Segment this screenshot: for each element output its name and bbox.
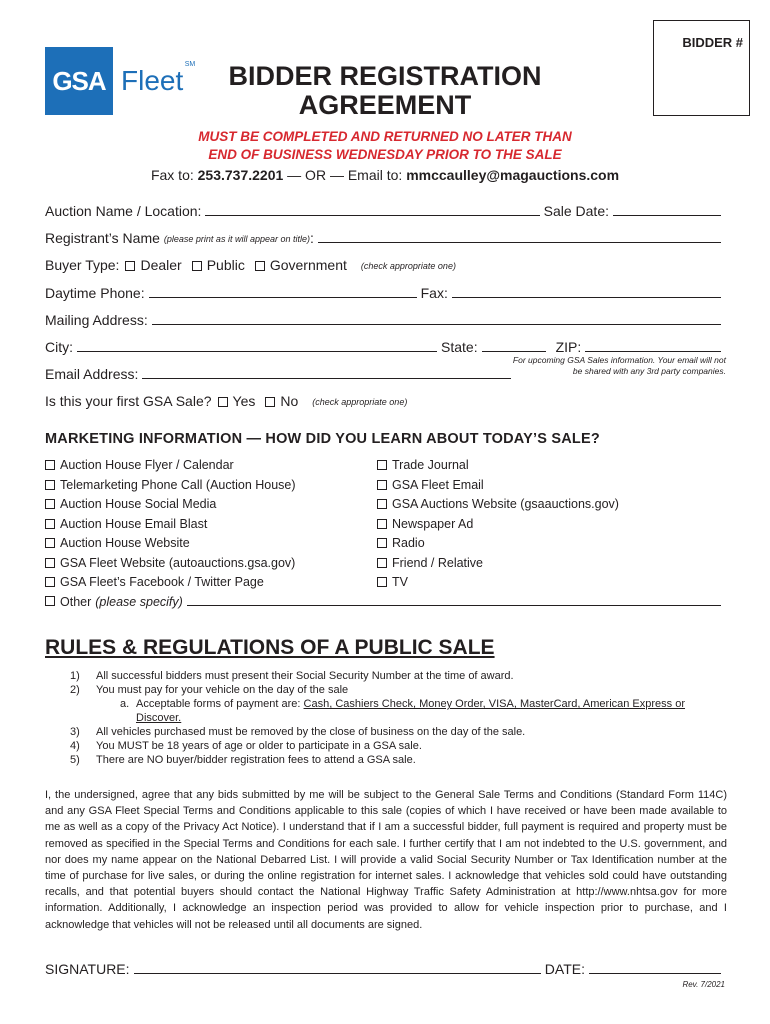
marketing-checkbox[interactable]: [377, 480, 387, 490]
email-privacy-note: For upcoming GSA Sales information. Your email will not be shared with any 3rd party companies.: [512, 355, 726, 376]
first-sale-label: Is this your first GSA Sale?: [45, 393, 212, 409]
marketing-option-label: Telemarketing Phone Call (Auction House): [60, 477, 296, 492]
fleet-wordmark: [121, 61, 196, 97]
mailing-address-label: Mailing Address:: [45, 312, 148, 328]
auction-name-field[interactable]: [205, 215, 539, 216]
marketing-checkbox[interactable]: [377, 538, 387, 548]
registrant-row: [45, 226, 725, 246]
marketing-option[interactable]: [377, 456, 619, 476]
marketing-option-label: Trade Journal: [392, 458, 469, 472]
marketing-option[interactable]: [377, 534, 619, 554]
signature-field[interactable]: [134, 973, 541, 974]
gsa-fleet-logo: [45, 47, 205, 115]
no-checkbox[interactable]: [265, 397, 275, 407]
payment-list: Cash, Cashiers Check, Money Order, VISA, MasterCard, American Express or Discover.: [136, 698, 686, 724]
revision-label: Rev. 7/2021: [682, 980, 725, 989]
sale-date-field[interactable]: [613, 215, 721, 216]
marketing-option[interactable]: [45, 534, 296, 554]
bidder-number-label: BIDDER #: [682, 35, 743, 50]
registrant-note: (please print as it will appear on title): [163, 234, 310, 244]
buyer-type-label: Buyer Type:: [45, 257, 120, 273]
contact-email: mmccaulley@magauctions.com: [406, 167, 620, 183]
first-sale-no-option[interactable]: [265, 393, 298, 409]
buyer-government-option[interactable]: [255, 257, 347, 273]
other-note: (please specify): [95, 595, 183, 609]
rule-number: 1): [70, 670, 80, 682]
page-title: [225, 62, 545, 120]
state-label: State:: [441, 339, 478, 355]
first-sale-note: (check appropriate one): [312, 397, 408, 407]
signature-label: SIGNATURE:: [45, 961, 130, 977]
marketing-option[interactable]: [45, 573, 296, 593]
registrant-label: Registrant’s Name: [45, 230, 160, 246]
other-specify-field[interactable]: [187, 605, 721, 606]
buyer-type-row: [45, 253, 725, 273]
marketing-option[interactable]: [45, 495, 296, 515]
rule-text: All successful bidders must present their Social Security Number at the time of award.: [96, 670, 514, 682]
sale-date-label: Sale Date:: [543, 203, 609, 219]
fax-label: Fax:: [420, 285, 448, 301]
marketing-option-label: TV: [392, 575, 408, 589]
city-field[interactable]: [77, 351, 437, 352]
registrant-name-field[interactable]: [318, 242, 721, 243]
marketing-option-label: Auction House Flyer / Calendar: [60, 458, 234, 472]
email-row: [45, 362, 515, 382]
auction-name-label: Auction Name / Location:: [45, 203, 202, 219]
government-label: Government: [269, 257, 347, 273]
other-label: Other: [60, 595, 92, 609]
marketing-checkbox[interactable]: [45, 480, 55, 490]
public-checkbox[interactable]: [192, 261, 202, 271]
rule-subitem: [70, 697, 730, 725]
fax-to-label: Fax to:: [150, 167, 194, 183]
mailing-address-field[interactable]: [152, 324, 721, 325]
agreement-paragraph: I, the undersigned, agree that any bids submitted by me will be subject to the General Sale Terms and Conditions (Standard Form 114C) and any GSA Fleet Special Terms and Conditions applicable to this sale (copies of which I have received or have been made available to me as well as a copy of the Privacy Act Notice). I understand that if I am a successful bidder, full payment is required and property must be removed as specified in the Special Terms and Conditions for each sale. I further certify that I am not indebted to the U.S. government, and nor does my name appear on the National Debarred List. I will provide a valid Social Security Number or Tax Identification number at the time of purchase for live sales, or during the online registration for internet sales. I acknowledge that vehicles sold could have outstanding recalls, and that potential buyers should contact the National Highway Traffic Safety Administration at http://www.nhtsa.gov for more information. Additionally, I acknowledge an inspection period was provided to allow for vehicle inspection prior to purchase, and I acknowledge that vehicles will not be released until all documents are signed.: [45, 789, 727, 931]
marketing-left-column: [45, 456, 296, 593]
marketing-checkbox[interactable]: [377, 460, 387, 470]
marketing-checkbox[interactable]: [377, 519, 387, 529]
marketing-option[interactable]: [45, 476, 296, 496]
state-field[interactable]: [482, 351, 546, 352]
rule-text: There are NO buyer/bidder registration fees to attend a GSA sale.: [96, 754, 416, 766]
marketing-option[interactable]: [377, 515, 619, 535]
rule-number: 2): [70, 684, 80, 696]
zip-field[interactable]: [585, 351, 721, 352]
no-label: No: [280, 393, 299, 409]
daytime-phone-label: Daytime Phone:: [45, 285, 145, 301]
registrant-colon: :: [309, 230, 314, 246]
city-label: City:: [45, 339, 73, 355]
email-field[interactable]: [142, 378, 511, 379]
rule-item: [70, 683, 730, 697]
marketing-checkbox[interactable]: [377, 558, 387, 568]
rule-item: [70, 725, 730, 739]
payment-methods: [136, 697, 696, 725]
marketing-checkbox[interactable]: [45, 460, 55, 470]
deadline-warning: [140, 128, 630, 164]
marketing-option-label: GSA Auctions Website (gsaauctions.gov): [392, 497, 619, 511]
fleet-text: Fleet: [121, 65, 184, 96]
first-sale-yes-option[interactable]: [218, 393, 256, 409]
yes-label: Yes: [232, 393, 256, 409]
contact-line: [100, 167, 670, 183]
phone-row: [45, 281, 725, 301]
buyer-dealer-option[interactable]: [125, 257, 181, 273]
marketing-option-label: GSA Fleet Email: [392, 477, 484, 492]
marketing-option[interactable]: [45, 554, 296, 574]
marketing-option-label: GSA Fleet Website (autoauctions.gsa.gov): [60, 555, 296, 570]
rules-list: [70, 669, 730, 767]
mailing-row: [45, 308, 725, 328]
warning-line1: MUST BE COMPLETED AND RETURNED NO LATER THAN: [198, 129, 572, 144]
title-line1: BIDDER REGISTRATION: [228, 61, 542, 91]
or-email-label: — OR — Email to:: [287, 167, 403, 183]
buyer-public-option[interactable]: [192, 257, 245, 273]
rules-heading: RULES & REGULATIONS OF A PUBLIC SALE: [45, 636, 495, 659]
marketing-checkbox[interactable]: [45, 577, 55, 587]
signature-row: [45, 957, 725, 977]
marketing-checkbox[interactable]: [377, 499, 387, 509]
marketing-option[interactable]: [45, 456, 296, 476]
marketing-option-label: Radio: [392, 536, 425, 550]
marketing-checkbox[interactable]: [45, 499, 55, 509]
fax-number: 253.737.2201: [197, 167, 284, 183]
rule-text: All vehicles purchased must be removed by the close of business on the day of the sale.: [96, 726, 526, 738]
marketing-other-row: [45, 592, 725, 609]
marketing-option-label: Auction House Website: [60, 536, 190, 550]
dealer-label: Dealer: [140, 257, 182, 273]
auction-row: [45, 199, 725, 219]
yes-checkbox[interactable]: [218, 397, 228, 407]
first-sale-row: [45, 389, 725, 409]
marketing-option[interactable]: [45, 515, 296, 535]
marketing-heading: MARKETING INFORMATION — HOW DID YOU LEARN ABOUT TODAY’S SALE?: [45, 431, 600, 447]
marketing-option[interactable]: [377, 554, 619, 574]
fax-field[interactable]: [452, 297, 721, 298]
rule-item: [70, 753, 730, 767]
marketing-option[interactable]: [377, 495, 619, 515]
rule-number: 3): [70, 726, 80, 738]
bidder-number-box[interactable]: [653, 20, 750, 116]
gsa-logo-box: GSA: [45, 47, 113, 115]
public-label: Public: [206, 257, 245, 273]
marketing-option-label: Auction House Social Media: [60, 497, 217, 511]
marketing-option[interactable]: [377, 573, 619, 593]
marketing-option-label: Friend / Relative: [392, 555, 484, 570]
daytime-phone-field[interactable]: [149, 297, 417, 298]
buyer-type-note: (check appropriate one): [360, 261, 456, 271]
marketing-checkbox[interactable]: [45, 538, 55, 548]
marketing-option-label: GSA Fleet’s Facebook / Twitter Page: [60, 575, 264, 589]
marketing-option[interactable]: [377, 476, 619, 496]
government-checkbox[interactable]: [255, 261, 265, 271]
rule-number: 4): [70, 740, 80, 752]
zip-label: ZIP:: [555, 339, 582, 355]
marketing-checkbox[interactable]: [45, 519, 55, 529]
title-line2: AGREEMENT: [298, 90, 472, 120]
date-label: DATE:: [544, 961, 585, 977]
marketing-checkbox[interactable]: [377, 577, 387, 587]
service-mark: SM: [184, 61, 196, 68]
dealer-checkbox[interactable]: [125, 261, 135, 271]
marketing-option-label: Newspaper Ad: [392, 516, 474, 531]
city-row: [45, 335, 725, 355]
rule-item: [70, 739, 730, 753]
rule-text: You must pay for your vehicle on the day of the sale: [96, 684, 349, 696]
email-label: Email Address:: [45, 366, 139, 382]
marketing-option-label: Auction House Email Blast: [60, 516, 208, 531]
rule-item: [70, 669, 730, 683]
other-checkbox[interactable]: [45, 596, 55, 606]
marketing-checkbox[interactable]: [45, 558, 55, 568]
warning-line2: END OF BUSINESS WEDNESDAY PRIOR TO THE SALE: [208, 147, 562, 162]
marketing-right-column: [377, 456, 619, 593]
payment-prefix: Acceptable forms of payment are:: [136, 698, 301, 710]
date-field[interactable]: [589, 973, 721, 974]
rule-number: 5): [70, 754, 80, 766]
rule-text: You MUST be 18 years of age or older to participate in a GSA sale.: [96, 740, 422, 752]
subitem-letter: a.: [120, 698, 130, 710]
